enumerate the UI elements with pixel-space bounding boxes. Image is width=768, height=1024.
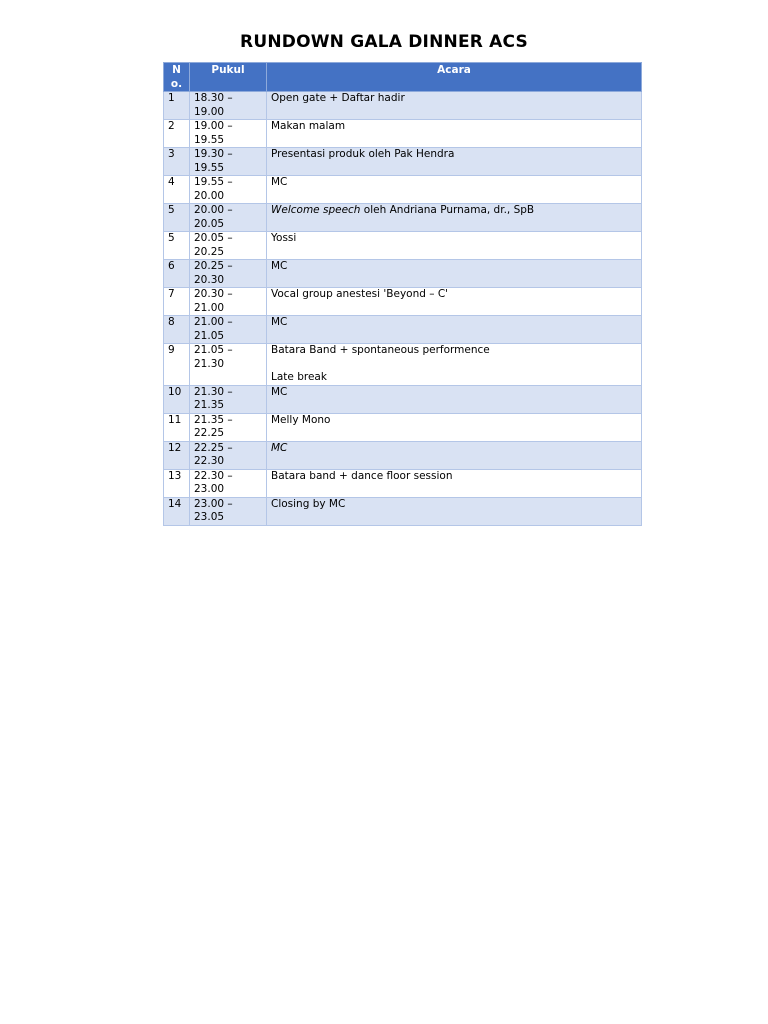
table-row	[164, 441, 642, 469]
row-activity: Presentasi produk oleh Pak Hendra	[267, 148, 642, 176]
time-start: 20.05 –	[194, 232, 233, 244]
time-start: 20.30 –	[194, 288, 233, 300]
table-header-row	[164, 63, 642, 92]
activity-italic-text: Welcome speech	[271, 204, 361, 216]
row-time	[190, 204, 267, 232]
row-time	[190, 413, 267, 441]
time-end: 20.00	[194, 189, 225, 202]
rundown-table	[163, 62, 642, 526]
time-end: 21.00	[194, 301, 225, 314]
activity-text: Batara Band + spontaneous performence	[271, 344, 490, 356]
row-time	[190, 385, 267, 413]
row-number: 13	[164, 469, 190, 497]
table-row	[164, 120, 642, 148]
time-end: 20.05	[194, 217, 225, 230]
time-end: 23.00	[194, 483, 225, 495]
row-number: 14	[164, 497, 190, 525]
row-activity: MC	[267, 385, 642, 413]
time-start: 20.00 –	[194, 204, 233, 216]
row-activity: Batara band + dance floor session	[267, 469, 642, 497]
table-row	[164, 469, 642, 497]
row-number: 3	[164, 148, 190, 176]
time-start: 21.00 –	[194, 316, 233, 328]
row-time	[190, 288, 267, 316]
row-activity: Vocal group anestesi 'Beyond – C'	[267, 288, 642, 316]
time-start: 23.00 –	[194, 497, 233, 510]
row-time	[190, 316, 267, 344]
time-end: 20.25	[194, 245, 225, 258]
row-number: 7	[164, 288, 190, 316]
row-time	[190, 148, 267, 176]
row-activity: MC	[267, 260, 642, 288]
row-number: 9	[164, 344, 190, 386]
column-header-no: N o.	[164, 63, 190, 92]
row-number: 11	[164, 413, 190, 441]
table-row	[164, 176, 642, 204]
row-activity: Open gate + Daftar hadir	[267, 92, 642, 120]
activity-italic-text: MC	[271, 441, 288, 454]
table-row	[164, 148, 642, 176]
row-number: 2	[164, 120, 190, 148]
row-time	[190, 344, 267, 386]
row-activity: MC	[267, 176, 642, 204]
row-time	[190, 441, 267, 469]
time-start: 19.00 –	[194, 120, 233, 132]
time-start: 21.30 –	[194, 385, 233, 398]
row-activity: Yossi	[267, 232, 642, 260]
row-time	[190, 92, 267, 120]
table-row	[164, 204, 642, 232]
time-start: 22.25 –	[194, 441, 233, 454]
activity-text: oleh Andriana Purnama, dr., SpB	[360, 204, 535, 216]
time-end: 21.30	[194, 357, 225, 370]
row-activity	[267, 204, 642, 232]
row-number: 5	[164, 204, 190, 232]
time-end: 22.30	[194, 455, 225, 467]
row-activity	[267, 441, 642, 469]
time-end: 23.05	[194, 511, 225, 523]
time-end: 21.05	[194, 329, 225, 342]
time-start: 21.05 –	[194, 344, 233, 356]
row-number: 8	[164, 316, 190, 344]
column-header-activity: Acara	[267, 63, 642, 92]
activity-extra-text: Late break	[271, 371, 327, 383]
time-start: 21.35 –	[194, 413, 233, 426]
table-row	[164, 288, 642, 316]
table-row	[164, 413, 642, 441]
row-time	[190, 232, 267, 260]
time-start: 20.25 –	[194, 260, 233, 272]
row-time	[190, 497, 267, 525]
table-row	[164, 260, 642, 288]
time-end: 20.30	[194, 273, 225, 286]
row-number: 5	[164, 232, 190, 260]
row-time	[190, 120, 267, 148]
table-row	[164, 92, 642, 120]
time-end: 19.55	[194, 133, 225, 146]
time-start: 22.30 –	[194, 469, 233, 482]
table-row	[164, 497, 642, 525]
column-header-time: Pukul	[190, 63, 267, 92]
table-row	[164, 316, 642, 344]
table-row	[164, 385, 642, 413]
time-start: 19.30 –	[194, 148, 233, 160]
page-title: RUNDOWN GALA DINNER ACS	[240, 32, 528, 52]
row-number: 12	[164, 441, 190, 469]
time-end: 22.25	[194, 427, 225, 439]
time-end: 19.55	[194, 161, 225, 174]
time-start: 19.55 –	[194, 176, 233, 188]
row-number: 10	[164, 385, 190, 413]
row-activity: Makan malam	[267, 120, 642, 148]
table-row	[164, 232, 642, 260]
row-time	[190, 176, 267, 204]
row-activity: MC	[267, 316, 642, 344]
row-activity	[267, 344, 642, 386]
row-number: 6	[164, 260, 190, 288]
time-end: 19.00	[194, 105, 225, 118]
row-activity: Closing by MC	[267, 497, 642, 525]
row-activity: Melly Mono	[267, 413, 642, 441]
row-time	[190, 469, 267, 497]
row-time	[190, 260, 267, 288]
activity-spacer	[271, 358, 637, 372]
row-number: 1	[164, 92, 190, 120]
time-start: 18.30 –	[194, 92, 233, 104]
time-end: 21.35	[194, 399, 225, 411]
row-number: 4	[164, 176, 190, 204]
table-row	[164, 344, 642, 386]
